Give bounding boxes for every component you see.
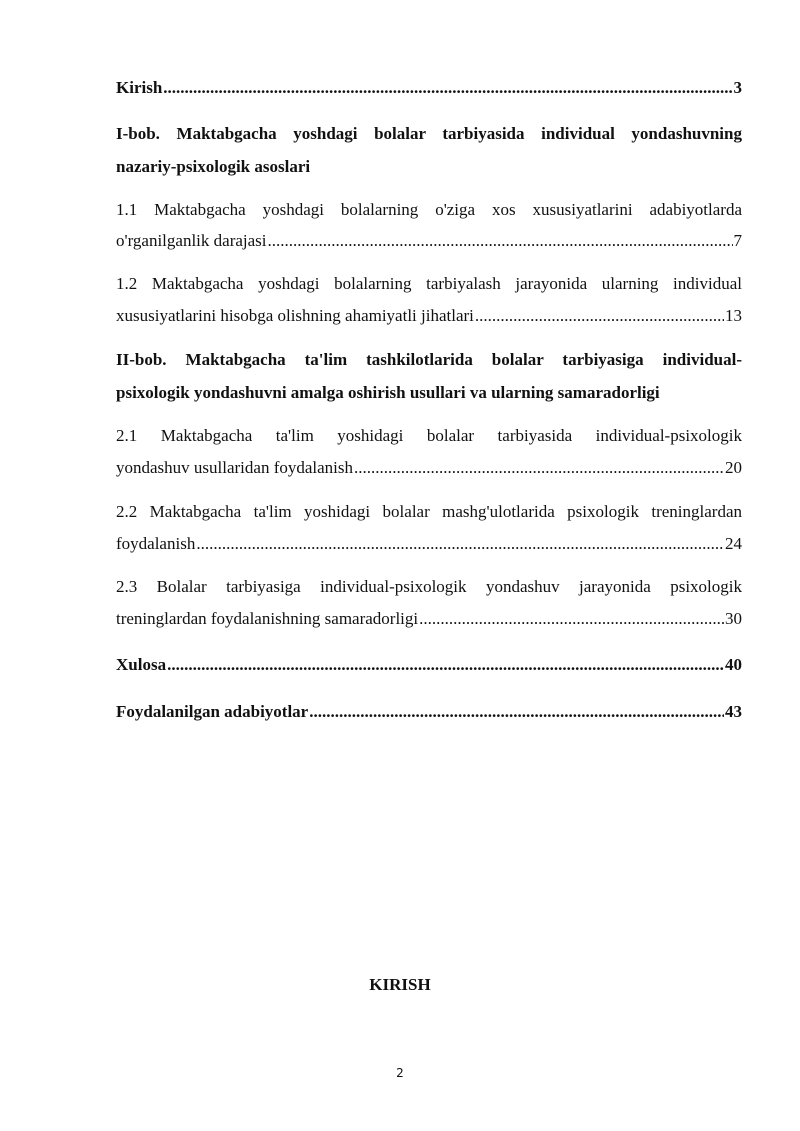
toc-chapter2-line1[interactable]: II-bob. Maktabgacha ta'lim tashkilotlarida bolalar tarbiyasiga individual- [116, 350, 742, 369]
dot-leader [163, 78, 732, 98]
toc-entry-title: Xulosa [116, 655, 167, 674]
toc-section-2-3-line2[interactable] [116, 609, 742, 629]
toc-section-2-2-line2[interactable] [116, 534, 742, 554]
toc-entry-title: xususiyatlarini hisobga olishning ahamiyatli jihatlari [116, 306, 474, 325]
toc-chapter2-line2[interactable]: psixologik yondashuvni amalga oshirish usullari va ularning samaradorligi [116, 383, 660, 402]
toc-entry-xulosa[interactable] [116, 655, 742, 675]
toc-entry-page: 13 [725, 306, 742, 325]
toc-section-2-2-line1[interactable]: 2.2 Maktabgacha ta'lim yoshidagi bolalar mashg'ulotlarida psixologik treninglardan [116, 502, 742, 521]
toc-entry-page: 24 [725, 534, 742, 553]
dot-leader [268, 231, 733, 251]
toc-entry-title: foydalanish [116, 534, 196, 553]
toc-section-2-1-line2[interactable] [116, 458, 742, 478]
toc-entry-title: o'rganilganlik darajasi [116, 231, 267, 250]
toc-section-2-3-line1[interactable]: 2.3 Bolalar tarbiyasiga individual-psixologik yondashuv jarayonida psixologik [116, 577, 742, 596]
dot-leader [354, 458, 724, 478]
toc-entry-kirish[interactable] [116, 78, 742, 98]
dot-leader [475, 306, 724, 326]
toc-entry-title: Foydalanilgan adabiyotlar [116, 702, 309, 721]
dot-leader [196, 534, 724, 554]
toc-entry-page: 43 [725, 702, 742, 721]
toc-entry-page: 20 [725, 458, 742, 477]
toc-entry-foydalanilgan-adabiyotlar[interactable] [116, 702, 742, 722]
dot-leader [167, 655, 724, 675]
toc-chapter1-line2[interactable]: nazariy-psixologik asoslari [116, 157, 311, 176]
toc-section-1-1-line1[interactable]: 1.1 Maktabgacha yoshdagi bolalarning o'ziga xos xususiyatlarini adabiyotlarda [116, 200, 742, 219]
toc-entry-page: 7 [733, 231, 742, 250]
dot-leader [419, 609, 724, 629]
toc-section-1-2-line1[interactable]: 1.2 Maktabgacha yoshdagi bolalarning tarbiyalash jarayonida ularning individual [116, 274, 742, 293]
section-heading: KIRISH [369, 975, 431, 994]
toc-entry-page: 40 [725, 655, 742, 674]
toc-entry-title: treninglardan foydalanishning samaradorligi [116, 609, 419, 628]
toc-entry-title: yondashuv usullaridan foydalanish [116, 458, 354, 477]
toc-section-1-1-line2[interactable] [116, 231, 742, 251]
toc-section-1-2-line2[interactable] [116, 306, 742, 326]
toc-section-2-1-line1[interactable]: 2.1 Maktabgacha ta'lim yoshidagi bolalar tarbiyasida individual-psixologik [116, 426, 742, 445]
toc-entry-page: 30 [725, 609, 742, 628]
dot-leader [309, 702, 724, 722]
toc-entry-page: 3 [733, 78, 742, 97]
toc-entry-title: Kirish [116, 78, 163, 97]
page-number: 2 [396, 1066, 404, 1080]
toc-chapter1-line1[interactable]: I-bob. Maktabgacha yoshdagi bolalar tarbiyasida individual yondashuvning [116, 124, 742, 143]
